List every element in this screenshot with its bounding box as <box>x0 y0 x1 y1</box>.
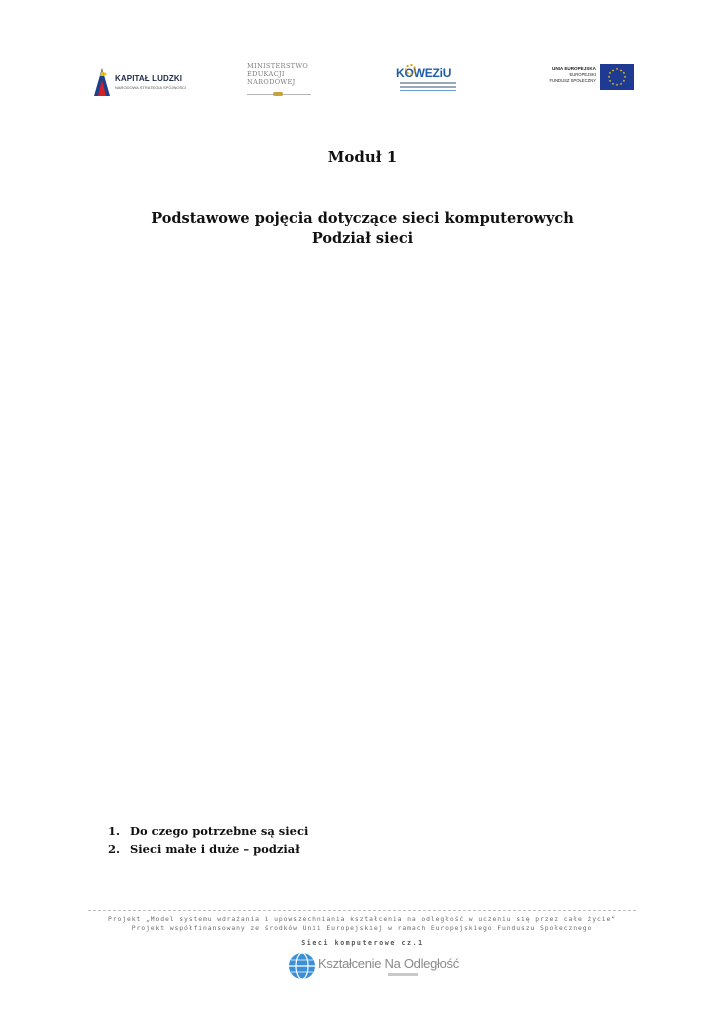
kno-logo-text: Kształcenie Na Odległość <box>318 956 459 971</box>
ue-line-2: EUROPEJSKI <box>569 72 596 77</box>
ue-line-1: UNIA EUROPEJSKA <box>552 66 596 71</box>
eu-star-icon: ★ <box>623 75 627 80</box>
ministerstwo-line-2: EDUKACJI <box>247 70 285 78</box>
footer-cofinancing-line: Projekt współfinansowany ze środków Unii Europejskiej w ramach Europejskiego Funduszu Społecznego <box>131 924 593 932</box>
kowezu-subtitle-line <box>400 82 456 84</box>
kowezu-logo <box>396 64 462 96</box>
eu-star-icon: ★ <box>608 71 612 76</box>
unia-europejska-text <box>548 66 596 84</box>
eu-star-icon: ★ <box>615 83 619 88</box>
footer-project-line: Projekt „Model systemu wdrażania i upowszechniania kształcenia na odległość w uczeniu się przez całe życie” <box>108 915 616 923</box>
eu-star-icon: ★ <box>619 82 623 87</box>
eu-star-icon: ★ <box>622 79 626 84</box>
document-title-line-1: Podstawowe pojęcia dotyczące sieci komputerowych <box>151 210 574 227</box>
ministerstwo-emblem-icon <box>273 92 283 96</box>
footer-section-label: Sieci komputerowe cz.1 <box>301 939 424 947</box>
eu-star-icon: ★ <box>622 71 626 76</box>
module-title: Moduł 1 <box>327 148 398 166</box>
list-item <box>108 822 308 840</box>
kapital-ludzki-title: KAPITAŁ LUDZKI <box>115 74 183 83</box>
eu-star-icon: ★ <box>611 82 615 87</box>
kapital-ludzki-subtitle: NARODOWA STRATEGIA SPÓJNOŚCI <box>115 85 187 90</box>
eu-star-icon: ★ <box>615 67 619 72</box>
eu-star-icon: ★ <box>619 68 623 73</box>
document-title <box>0 209 725 249</box>
kapital-ludzki-logo <box>92 66 192 98</box>
list-item-number: 2. <box>108 842 121 856</box>
list-item <box>108 840 308 858</box>
kowezu-subtitle-line <box>400 86 456 88</box>
document-title-line-2: Podział sieci <box>311 230 414 247</box>
table-of-contents <box>108 822 308 858</box>
ministerstwo-line-3: NARODOWEJ <box>247 78 296 86</box>
kowezu-title: KOWEZiU <box>396 66 452 80</box>
ue-line-3: FUNDUSZ SPOŁECZNY <box>549 78 596 83</box>
kowezu-underline <box>400 90 456 91</box>
eu-star-icon: ★ <box>607 75 611 80</box>
kowezu-gear-icon <box>405 64 416 75</box>
list-item-number: 1. <box>108 824 121 838</box>
ksztalcenie-na-odleglosc-logo <box>288 952 459 982</box>
list-item-label: Sieci małe i duże – podział <box>130 842 300 856</box>
kno-globe-icon <box>288 952 316 980</box>
ministerstwo-line-1: MINISTERSTWO <box>247 62 309 70</box>
kapital-ludzki-emblem-icon <box>92 66 112 98</box>
ministerstwo-edukacji-logo <box>247 62 317 98</box>
eu-flag-icon <box>600 64 634 90</box>
footer-divider <box>88 910 636 911</box>
eu-star-icon: ★ <box>608 79 612 84</box>
eu-star-icon: ★ <box>611 68 615 73</box>
list-item-label: Do czego potrzebne są sieci <box>130 824 309 838</box>
kno-tagline <box>388 973 418 976</box>
unia-europejska-logo <box>548 64 634 92</box>
